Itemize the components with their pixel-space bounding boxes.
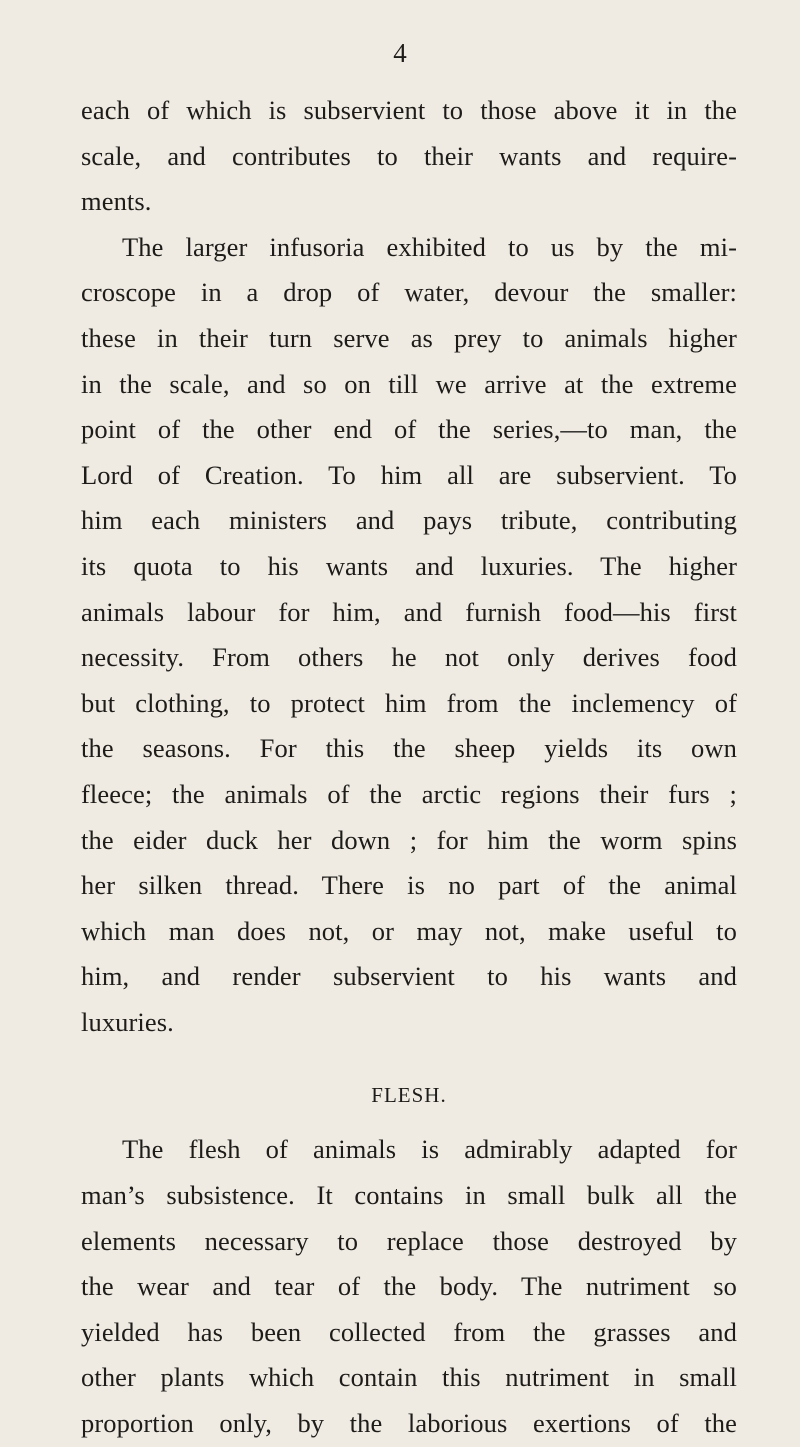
page-number: 4: [393, 38, 407, 68]
text-line: in the scale, and so on till we arrive at the extreme: [81, 368, 737, 399]
text-line: animals labour for him, and furnish food—his first: [81, 596, 737, 627]
text-line: other plants which contain this nutriment in small: [81, 1362, 737, 1393]
text-line: but clothing, to protect him from the inclemency of: [81, 687, 737, 718]
text-line: her silken thread. There is no part of the animal: [81, 870, 737, 901]
text-line: necessity. From others he not only derives food: [81, 642, 737, 673]
paragraph-continuation: [81, 88, 737, 225]
text-line: elements necessary to replace those destroyed by: [81, 1225, 737, 1256]
text-line: yielded has been collected from the grasses and: [81, 1316, 737, 1347]
text-line: the seasons. For this the sheep yields its own: [81, 733, 737, 764]
text-line: its quota to his wants and luxuries. The higher: [81, 550, 737, 581]
body-text: [81, 88, 737, 1447]
text-line: these in their turn serve as prey to animals higher: [81, 322, 737, 353]
text-line: the eider duck her down ; for him the worm spins: [81, 824, 737, 855]
text-line: proportion only, by the laborious exertions of the: [81, 1408, 737, 1439]
text-line: luxuries.: [81, 1006, 174, 1037]
text-line: ments.: [81, 186, 152, 217]
text-line: croscope in a drop of water, devour the smaller:: [81, 277, 737, 308]
text-line: The flesh of animals is admirably adapted for: [122, 1134, 737, 1165]
text-line: each of which is subservient to those above it in the: [81, 95, 737, 125]
text-line: scale, and contributes to their wants and require-: [81, 140, 737, 171]
text-line: him each ministers and pays tribute, contributing: [81, 505, 737, 536]
text-line: man’s subsistence. It contains in small bulk all the: [81, 1180, 737, 1211]
text-line: fleece; the animals of the arctic regions their furs ;: [81, 778, 737, 809]
section-heading: FLESH.: [371, 1083, 447, 1108]
text-line: which man does not, or may not, make useful to: [81, 915, 737, 946]
text-line: The larger infusoria exhibited to us by the mi-: [122, 231, 737, 262]
paragraph-infusoria: [81, 225, 737, 1046]
paragraph-flesh: [81, 1127, 737, 1446]
text-line: the wear and tear of the body. The nutriment so: [81, 1271, 737, 1302]
text-line: Lord of Creation. To him all are subservient. To: [81, 459, 737, 490]
text-line: point of the other end of the series,—to man, the: [81, 414, 737, 445]
text-line: him, and render subservient to his wants and: [81, 961, 737, 992]
